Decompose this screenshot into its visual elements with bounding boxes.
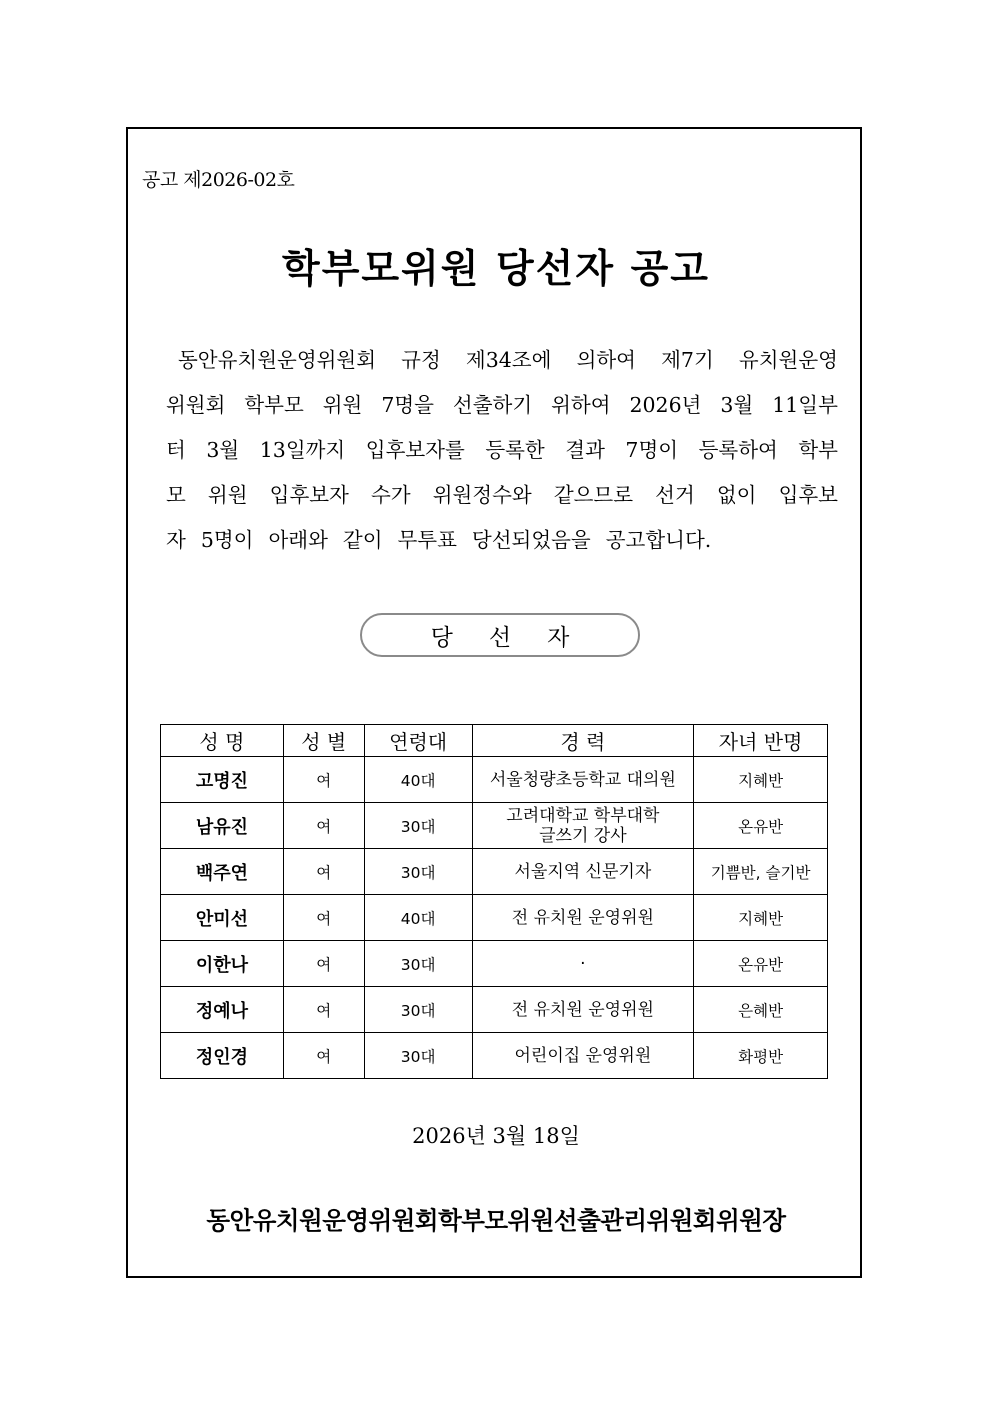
table-row <box>161 987 828 1033</box>
body-word: 5명이 <box>200 528 254 552</box>
body-word: 동안유치원운영위원회 <box>178 348 377 372</box>
cell-name: 남유진 <box>161 803 284 849</box>
notice-number: 공고 제2026-02호 <box>142 169 295 191</box>
body-word: 7명이 <box>625 438 679 462</box>
body-word: 입후보자 <box>269 483 349 507</box>
body-word: 무투표 <box>397 528 457 552</box>
cell-child-class: 온유반 <box>694 941 828 987</box>
cell-age: 30대 <box>364 849 472 895</box>
header-career: 경 력 <box>472 725 694 757</box>
body-word: 선출하기 <box>452 393 533 417</box>
cell-child-class: 기쁨반, 슬기반 <box>694 849 828 895</box>
body-word: 위원정수와 <box>432 483 532 507</box>
announcement-date: 2026년 3월 18일 <box>412 1124 580 1148</box>
page-title: 학부모위원 당선자 공고 <box>282 247 710 292</box>
cell-career <box>472 1033 694 1079</box>
section-label-winners: 당선자 <box>360 613 640 657</box>
career-line: 전 유치원 운영위원 <box>511 999 654 1020</box>
cell-name: 백주연 <box>161 849 284 895</box>
winners-table <box>160 724 828 1079</box>
cell-career <box>472 941 694 987</box>
career-line: 서울지역 신문기자 <box>514 861 652 882</box>
cell-child-class: 지혜반 <box>694 895 828 941</box>
body-word: 같으므로 <box>553 483 634 507</box>
cell-age: 30대 <box>364 941 472 987</box>
cell-gender: 여 <box>283 1033 364 1079</box>
body-word: 2026년 <box>629 393 702 417</box>
career-line: 고려대학교 학부대학 <box>506 805 660 826</box>
cell-age: 30대 <box>364 1033 472 1079</box>
cell-age: 40대 <box>364 895 472 941</box>
body-word: 의하여 <box>576 348 636 372</box>
cell-child-class: 은혜반 <box>694 987 828 1033</box>
body-line <box>166 473 838 518</box>
career-line: 글쓰기 강사 <box>539 825 627 846</box>
body-word: 위하여 <box>551 393 611 417</box>
body-word: 당선되었음을 <box>471 528 591 552</box>
body-word: 수가 <box>370 483 411 507</box>
body-word: 위원 <box>207 483 248 507</box>
signer: 동안유치원운영위원회학부모위원선출관리위원회위원장 <box>206 1206 786 1235</box>
cell-age: 30대 <box>364 987 472 1033</box>
career-line: · <box>580 953 586 974</box>
body-word: 모 <box>166 483 186 507</box>
document-border <box>126 127 862 1278</box>
cell-name: 정인경 <box>161 1033 284 1079</box>
table-row <box>161 803 828 849</box>
announcement-body <box>166 338 838 563</box>
cell-child-class: 온유반 <box>694 803 828 849</box>
body-word: 등록하여 <box>698 438 778 462</box>
body-word: 학부모 <box>244 393 304 417</box>
cell-career <box>472 987 694 1033</box>
body-line <box>166 518 838 563</box>
table-row <box>161 849 828 895</box>
body-word: 3월 <box>206 438 240 462</box>
cell-career <box>472 849 694 895</box>
career-line: 어린이집 운영위원 <box>514 1045 652 1066</box>
body-word: 입후보자를 <box>365 438 465 462</box>
body-word: 같이 <box>342 528 383 552</box>
cell-career <box>472 803 694 849</box>
body-word: 제7기 <box>661 348 714 372</box>
cell-name: 고명진 <box>161 757 284 803</box>
table-row <box>161 941 828 987</box>
cell-gender: 여 <box>283 849 364 895</box>
header-name: 성 명 <box>161 725 284 757</box>
body-word: 위원 <box>322 393 363 417</box>
cell-child-class: 지혜반 <box>694 757 828 803</box>
body-word: 규정 <box>401 348 441 372</box>
body-word: 자 <box>166 528 186 552</box>
body-line <box>166 428 838 473</box>
cell-name: 안미선 <box>161 895 284 941</box>
body-word: 없이 <box>716 483 757 507</box>
table-row <box>161 895 828 941</box>
header-gender: 성 별 <box>283 725 364 757</box>
body-word: 결과 <box>565 438 605 462</box>
cell-age: 30대 <box>364 803 472 849</box>
cell-gender: 여 <box>283 941 364 987</box>
header-child-class: 자녀 반명 <box>694 725 828 757</box>
cell-child-class: 화평반 <box>694 1033 828 1079</box>
body-word: 입후보 <box>778 483 838 507</box>
cell-name: 이한나 <box>161 941 284 987</box>
body-word: 11일부 <box>772 393 838 417</box>
body-word: 제34조에 <box>465 348 552 372</box>
header-age: 연령대 <box>364 725 472 757</box>
body-word: 선거 <box>655 483 695 507</box>
body-word: 공고합니다. <box>605 528 712 552</box>
table-header-row <box>161 725 828 757</box>
cell-gender: 여 <box>283 895 364 941</box>
cell-gender: 여 <box>283 757 364 803</box>
cell-age: 40대 <box>364 757 472 803</box>
body-word: 등록한 <box>485 438 545 462</box>
body-line <box>166 383 838 428</box>
cell-career <box>472 895 694 941</box>
body-word: 아래와 <box>268 528 328 552</box>
body-word: 유치원운영 <box>738 348 838 372</box>
body-word: 위원회 <box>166 393 226 417</box>
body-word: 학부 <box>798 438 838 462</box>
career-line: 서울청량초등학교 대의원 <box>489 769 676 790</box>
body-word: 7명을 <box>381 393 434 417</box>
table-row <box>161 757 828 803</box>
body-word: 터 <box>166 438 186 462</box>
cell-career <box>472 757 694 803</box>
body-word: 3월 <box>720 393 754 417</box>
body-line <box>166 338 838 383</box>
body-word: 13일까지 <box>259 438 346 462</box>
cell-name: 정예나 <box>161 987 284 1033</box>
table-row <box>161 1033 828 1079</box>
career-line: 전 유치원 운영위원 <box>511 907 654 928</box>
cell-gender: 여 <box>283 803 364 849</box>
cell-gender: 여 <box>283 987 364 1033</box>
